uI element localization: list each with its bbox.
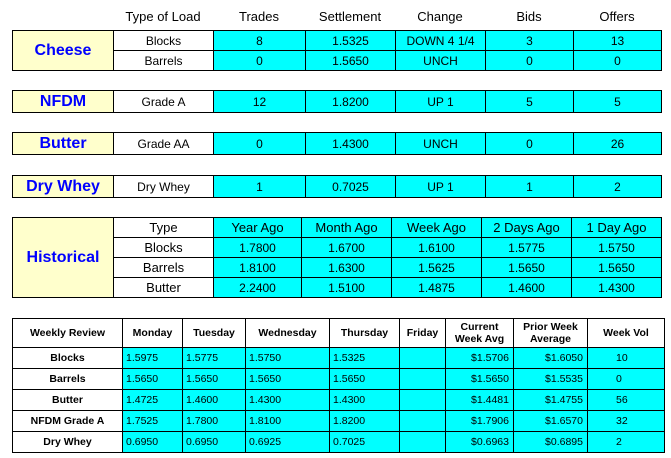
cell-settlement: 0.7025	[306, 176, 396, 198]
cell-bids: 3	[486, 31, 574, 51]
cell-settlement: 1.4300	[306, 133, 396, 155]
cell-value: 1.5775	[482, 238, 572, 258]
cell-trades: 0	[214, 51, 306, 71]
cheese-table	[12, 30, 662, 71]
header-offers: Offers	[599, 9, 635, 24]
cheese-row-blocks	[13, 31, 662, 51]
weekly-header: Tuesday	[183, 319, 246, 348]
cell-week-vol: 0	[588, 369, 665, 390]
cell-week-vol: 10	[588, 348, 665, 369]
cell-value: 1.5750	[572, 238, 662, 258]
cell-settlement: 1.8200	[306, 91, 396, 113]
butter-table	[12, 132, 662, 155]
weekly-header: Wednesday	[246, 319, 330, 348]
cell-monday: 1.5975	[123, 348, 183, 369]
cell-value: 2.2400	[214, 278, 302, 298]
cell-product: Blocks	[13, 348, 123, 369]
drywhey-label: Dry Whey	[13, 176, 114, 198]
cell-value: 1.6700	[302, 238, 392, 258]
header-trades: Trades	[239, 9, 279, 24]
cell-bids: 1	[486, 176, 574, 198]
cell-offers: 0	[574, 51, 662, 71]
cell-current-week-avg: $1.5650	[446, 369, 514, 390]
cell-prior-week-avg: $1.6050	[514, 348, 588, 369]
butter-label: Butter	[13, 133, 114, 155]
cell-current-week-avg: $1.5706	[446, 348, 514, 369]
cell-type: Blocks	[114, 31, 214, 51]
cell-product: Barrels	[13, 369, 123, 390]
cell-change: DOWN 4 1/4	[396, 31, 486, 51]
historical-header: Week Ago	[392, 218, 482, 238]
weekly-header: Current Week Avg	[446, 319, 514, 348]
header-change: Change	[417, 9, 463, 24]
cell-thursday: 1.8200	[330, 411, 400, 432]
cell-settlement: 1.5650	[306, 51, 396, 71]
weekly-row	[13, 390, 665, 411]
cell-week-vol: 2	[588, 432, 665, 453]
cell-monday: 1.7525	[123, 411, 183, 432]
cell-wednesday: 1.8100	[246, 411, 330, 432]
cell-bids: 0	[486, 133, 574, 155]
weekly-header: Weekly Review	[13, 319, 123, 348]
cell-type: Grade A	[114, 91, 214, 113]
nfdm-row	[13, 91, 662, 113]
cell-type: Grade AA	[114, 133, 214, 155]
cell-wednesday: 0.6925	[246, 432, 330, 453]
cell-prior-week-avg: $1.4755	[514, 390, 588, 411]
cell-thursday: 1.5325	[330, 348, 400, 369]
cell-offers: 13	[574, 31, 662, 51]
weekly-header-row	[13, 319, 665, 348]
drywhey-table	[12, 175, 662, 198]
historical-header: 2 Days Ago	[482, 218, 572, 238]
weekly-header: Monday	[123, 319, 183, 348]
cell-change: UP 1	[396, 91, 486, 113]
cell-thursday: 1.4300	[330, 390, 400, 411]
cell-trades: 0	[214, 133, 306, 155]
cell-offers: 5	[574, 91, 662, 113]
cell-friday	[400, 411, 446, 432]
cell-monday: 1.4725	[123, 390, 183, 411]
cell-change: UP 1	[396, 176, 486, 198]
cell-value: 1.4300	[572, 278, 662, 298]
header-settlement: Settlement	[318, 9, 382, 24]
cell-friday	[400, 432, 446, 453]
cell-tuesday: 1.5775	[183, 348, 246, 369]
historical-header: Month Ago	[302, 218, 392, 238]
cell-value: 1.5650	[572, 258, 662, 278]
cell-tuesday: 0.6950	[183, 432, 246, 453]
cell-type: Butter	[114, 278, 214, 298]
cell-value: 1.5650	[482, 258, 572, 278]
cell-tuesday: 1.4600	[183, 390, 246, 411]
cell-value: 1.6100	[392, 238, 482, 258]
weekly-header: Prior Week Average	[514, 319, 588, 348]
cell-monday: 1.5650	[123, 369, 183, 390]
cell-week-vol: 32	[588, 411, 665, 432]
cell-type: Barrels	[114, 258, 214, 278]
weekly-header: Thursday	[330, 319, 400, 348]
cell-trades: 8	[214, 31, 306, 51]
weekly-review-table	[12, 318, 665, 453]
cell-thursday: 0.7025	[330, 432, 400, 453]
historical-header-row	[13, 218, 662, 238]
header-bids: Bids	[516, 9, 542, 24]
cell-bids: 0	[486, 51, 574, 71]
historical-header: Type	[114, 218, 214, 238]
cell-type: Blocks	[114, 238, 214, 258]
cell-thursday: 1.5650	[330, 369, 400, 390]
nfdm-table	[12, 90, 662, 113]
cell-type: Barrels	[114, 51, 214, 71]
cell-wednesday: 1.4300	[246, 390, 330, 411]
cell-value: 1.7800	[214, 238, 302, 258]
historical-header: 1 Day Ago	[572, 218, 662, 238]
historical-label: Historical	[13, 218, 114, 298]
weekly-row	[13, 369, 665, 390]
cell-current-week-avg: $1.7906	[446, 411, 514, 432]
cell-week-vol: 56	[588, 390, 665, 411]
cell-friday	[400, 348, 446, 369]
historical-header: Year Ago	[214, 218, 302, 238]
cell-wednesday: 1.5650	[246, 369, 330, 390]
cell-bids: 5	[486, 91, 574, 113]
cell-trades: 1	[214, 176, 306, 198]
cell-value: 1.5100	[302, 278, 392, 298]
cell-prior-week-avg: $0.6895	[514, 432, 588, 453]
cell-product: Butter	[13, 390, 123, 411]
cell-change: UNCH	[396, 133, 486, 155]
cell-value: 1.6300	[302, 258, 392, 278]
cell-friday	[400, 390, 446, 411]
cell-wednesday: 1.5750	[246, 348, 330, 369]
cell-settlement: 1.5325	[306, 31, 396, 51]
nfdm-label: NFDM	[13, 91, 114, 113]
historical-table	[12, 217, 662, 298]
cell-value: 1.8100	[214, 258, 302, 278]
weekly-header: Week Vol	[588, 319, 665, 348]
cell-friday	[400, 369, 446, 390]
cheese-label: Cheese	[13, 31, 114, 71]
cell-current-week-avg: $0.6963	[446, 432, 514, 453]
header-type-of-load: Type of Load	[125, 9, 201, 24]
weekly-row	[13, 432, 665, 453]
cell-type: Dry Whey	[114, 176, 214, 198]
cell-tuesday: 1.5650	[183, 369, 246, 390]
cell-trades: 12	[214, 91, 306, 113]
cell-prior-week-avg: $1.6570	[514, 411, 588, 432]
cell-value: 1.5625	[392, 258, 482, 278]
cell-change: UNCH	[396, 51, 486, 71]
butter-row	[13, 133, 662, 155]
cell-monday: 0.6950	[123, 432, 183, 453]
weekly-row	[13, 348, 665, 369]
weekly-header: Friday	[400, 319, 446, 348]
weekly-row	[13, 411, 665, 432]
drywhey-row	[13, 176, 662, 198]
cell-current-week-avg: $1.4481	[446, 390, 514, 411]
cell-value: 1.4600	[482, 278, 572, 298]
cell-product: NFDM Grade A	[13, 411, 123, 432]
cell-offers: 2	[574, 176, 662, 198]
cell-offers: 26	[574, 133, 662, 155]
cell-product: Dry Whey	[13, 432, 123, 453]
cell-value: 1.4875	[392, 278, 482, 298]
cell-prior-week-avg: $1.5535	[514, 369, 588, 390]
cell-tuesday: 1.7800	[183, 411, 246, 432]
